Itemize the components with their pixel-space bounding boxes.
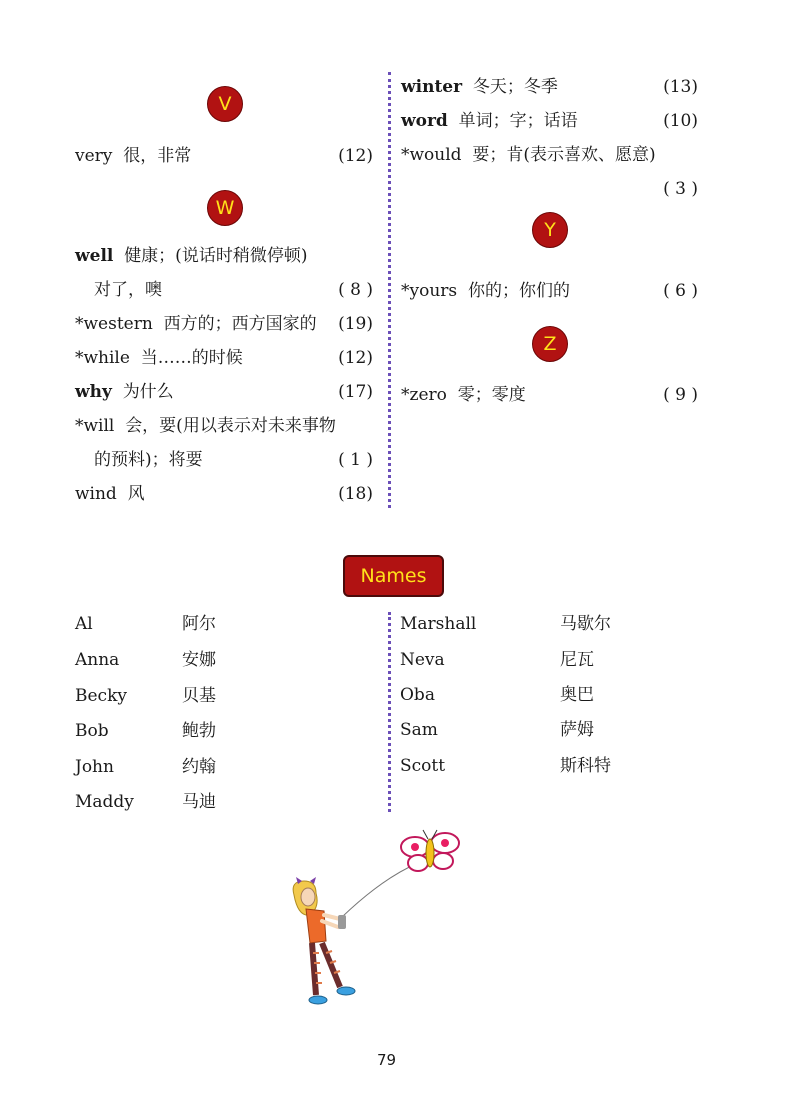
entry-definition: 单词；字；话语 (458, 111, 578, 131)
name-chinese: 萨姆 (560, 720, 594, 740)
entry-would (401, 145, 656, 165)
entry-headword: *will (75, 416, 115, 436)
entry-very (75, 146, 191, 166)
entry-ref: ( 3 ) (663, 179, 698, 199)
girl-flying-kite-illustration (280, 825, 470, 1020)
name-chinese: 鲍勃 (182, 721, 216, 741)
entry-definition: 西方的；西方国家的 (163, 314, 317, 334)
name-english: Al (75, 614, 93, 634)
section-letter-v: V (207, 86, 243, 122)
name-english: Anna (75, 650, 120, 670)
name-chinese: 马歇尔 (560, 614, 611, 634)
entry-definition: 冬天；冬季 (472, 77, 558, 97)
entry-definition: 的预料)；将要 (94, 450, 203, 470)
name-english: Scott (400, 756, 446, 776)
entry-definition: 你的；你们的 (467, 281, 570, 301)
entry-will (75, 416, 336, 436)
entry-headword: *while (75, 348, 130, 368)
entry-headword: wind (75, 484, 117, 504)
entry-definition: 健康；(说话时稍微停顿) (124, 246, 308, 266)
name-chinese: 尼瓦 (560, 650, 594, 670)
name-english: Becky (75, 686, 127, 706)
entry-ref: ( 9 ) (663, 385, 698, 405)
entry-ref: (12) (338, 146, 373, 166)
entry-definition: 当……的时候 (140, 348, 243, 368)
name-english: John (75, 757, 114, 777)
entry-headword: *would (401, 145, 462, 165)
entry-well (75, 246, 307, 266)
name-chinese: 约翰 (182, 757, 216, 777)
section-letter-w: W (207, 190, 243, 226)
page-number: 79 (377, 1051, 397, 1069)
section-letter-z: Z (532, 326, 568, 362)
name-english: Bob (75, 721, 109, 741)
entry-ref: ( 1 ) (338, 450, 373, 470)
entry-well-continued (94, 280, 162, 300)
entry-yours (401, 281, 570, 301)
entry-headword: *western (75, 314, 153, 334)
entry-ref: (17) (338, 382, 373, 402)
entry-definition: 零；零度 (457, 385, 526, 405)
entry-wind (75, 484, 145, 504)
entry-winter (401, 77, 558, 97)
entry-headword: *zero (401, 385, 447, 405)
entry-ref: ( 8 ) (338, 280, 373, 300)
name-chinese: 斯科特 (560, 756, 611, 776)
entry-ref: (19) (338, 314, 373, 334)
entry-headword: well (75, 246, 114, 266)
entry-definition: 要；肯(表示喜欢、愿意) (472, 145, 656, 165)
butterfly-kite-icon (401, 830, 459, 871)
entry-headword: *yours (401, 281, 458, 301)
name-english: Neva (400, 650, 445, 670)
entry-headword: very (75, 146, 113, 166)
girl-figure (293, 877, 355, 1004)
entry-will-continued (94, 450, 203, 470)
name-english: Sam (400, 720, 438, 740)
name-chinese: 奥巴 (560, 685, 594, 705)
name-english: Marshall (400, 614, 477, 634)
name-english: Maddy (75, 792, 134, 812)
name-chinese: 马迪 (182, 792, 216, 812)
name-chinese: 贝基 (182, 686, 216, 706)
entry-ref: (10) (663, 111, 698, 131)
entry-definition: 为什么 (122, 382, 174, 402)
entry-headword: why (75, 382, 112, 402)
entry-zero (401, 385, 526, 405)
entry-headword: winter (401, 77, 463, 97)
name-chinese: 阿尔 (182, 614, 216, 634)
entry-definition: 会，要(用以表示对未来事物 (125, 416, 336, 436)
names-heading: Names (343, 555, 444, 597)
entry-while (75, 348, 243, 368)
entry-definition: 风 (127, 484, 145, 504)
entry-definition: 很，非常 (123, 146, 192, 166)
entry-western (75, 314, 317, 334)
entry-ref: (12) (338, 348, 373, 368)
entry-ref: (13) (663, 77, 698, 97)
column-divider (388, 72, 391, 508)
entry-word (401, 111, 578, 131)
entry-why (75, 382, 174, 402)
name-english: Oba (400, 685, 435, 705)
entry-ref: (18) (338, 484, 373, 504)
entry-definition: 对了，噢 (94, 280, 162, 300)
entry-ref: ( 6 ) (663, 281, 698, 301)
entry-headword: word (401, 111, 448, 131)
name-chinese: 安娜 (182, 650, 216, 670)
names-column-divider (388, 612, 391, 812)
section-letter-y: Y (532, 212, 568, 248)
